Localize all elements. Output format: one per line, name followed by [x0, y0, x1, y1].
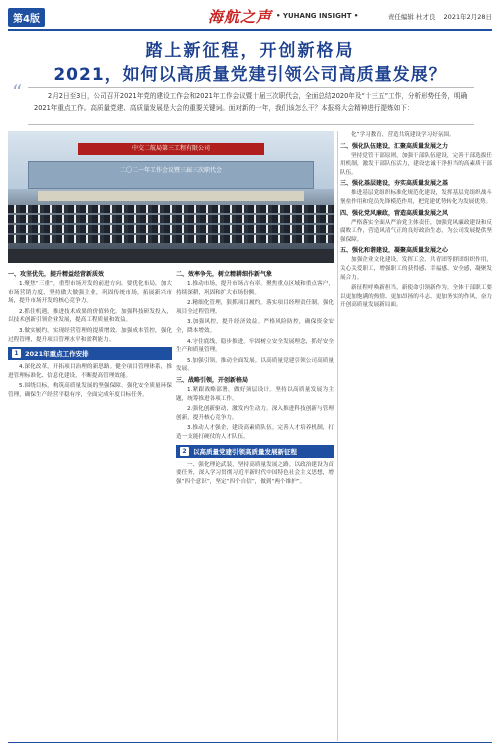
photo-audience-row [8, 215, 334, 223]
section-title: 二、效率争先，树立精耕细作新气象 [176, 271, 273, 278]
masthead [8, 6, 492, 28]
section-banner-label: 以高质量党建引领高质量发展新征程 [193, 447, 297, 456]
photo-podium [38, 191, 304, 201]
newspaper-logo: 海航之声 [208, 8, 273, 26]
page-number: 第4版 [8, 8, 45, 27]
section-banner [8, 347, 172, 360]
section-banner-label: 2021年重点工作安排 [25, 350, 89, 359]
quote-mark-icon: “ [12, 80, 23, 104]
paragraph: 一、强化理论武装，坚持高质量发展之路。以政治建设为首要任务，深入学习贯彻习近平新时代中国特色社会主义思想，增强“四个意识”，坚定“四个自信”，做到“两个维护”。 [176, 461, 334, 485]
intro-paragraph: 2月2日至3日，公司召开2021年党的建设工作会和2021年工作会议暨十届三次职代会，全面总结2020年及“十三五”工作，分析形势任务，明确2021年重点工作。高质量党建、高质量发展是大会的重要关键词。面对新的一年，我们该怎么干？本报将大会精神进行提炼如下： [28, 87, 474, 125]
edition-tag [8, 8, 48, 27]
paragraph: 2.抓住机遇，推进技术成果的价值转化。加强科技研发投入，以技术创新引领企业发展，提高工程质量和效益。 [8, 308, 172, 324]
paragraph: 推进基层党组织标准化规范化建设，发挥基层党组织战斗堡垒作用和党员先锋模范作用，把党建优势转化为发展优势。 [340, 190, 492, 205]
paragraph: 3.加强风控，提升经济效益。严格风险防控，确保资金安全，降本增效。 [176, 319, 334, 334]
paragraph: 坚持党管干部原则，加强干部队伍建设，完善干部选拔任用机制，激发干部队伍活力，建设忠诚干净担当的高素质干部队伍。 [340, 152, 492, 176]
paragraph: 严格落实全面从严治党主体责任，加强党风廉政建设和反腐败工作，营造风清气正的良好政治生态，为公司发展提供坚强保障。 [340, 219, 492, 243]
paragraph: 5.加强引领，推动全面发展。以高质量党建引领公司高质量发展。 [176, 357, 334, 373]
photo-audience-row [8, 225, 334, 233]
paragraph: 3.做实履约，实现经营管理的提质增效。加强成本管控，强化过程管理，提升项目管理水平和盈利能力。 [8, 327, 172, 343]
section-title: 三、战略引领，开创新格局 [176, 376, 249, 384]
section-title: 五、强化和谐建设，凝聚高质量发展之心 [340, 247, 449, 255]
paragraph: 2.强化创新驱动，激发内生动力。深入推进科技创新与管理创新，提升核心竞争力。 [176, 406, 334, 421]
masthead-rule [8, 29, 492, 31]
paragraph: 5.围绕目标，构筑高质量发展的坚强保障。强化安全质量环保管理，确保生产经营平稳有序，全面完成年度目标任务。 [8, 383, 172, 398]
middle-column [176, 268, 334, 488]
paragraph: 1.聚焦“三重”，重塑市场开发的前进方向。要优化布局，加大市场营销力度，坚持做大做强主业，巩固传统市场，拓展新兴市场，提升市场开发的核心竞争力。 [8, 281, 172, 305]
paragraph: 加强企业文化建设，发挥工会、共青团等群团组织作用，关心关爱职工，增强职工的获得感、幸福感、安全感，凝聚发展合力。 [340, 257, 492, 281]
photo-audience-row [8, 205, 334, 213]
paragraph: 1.推动市场，提升市场占有率。聚焦重点区域和重点客户，持续深耕，巩固和扩大市场份额。 [176, 281, 334, 296]
photo-banner: 中交二航局第三工程有限公司 [78, 143, 264, 155]
paragraph: 2.精细化管理，狠抓项目履约。落实项目经理责任制，强化项目全过程管理。 [176, 300, 334, 315]
paragraph: 3.推动人才强企，建设高素质队伍。完善人才培养机制，打造一支能打硬仗的人才队伍。 [176, 425, 334, 440]
paragraph: 新征程呼唤新担当，新使命引领新作为。全体干部职工要以更加饱满的热情、更加昂扬的斗志、更加务实的作风，奋力开创高质量发展新局面。 [340, 285, 492, 309]
editor-label: 责任编辑 杜才良 [387, 13, 436, 21]
section-banner [176, 445, 334, 458]
section-title: 一、攻坚优先，提升精益经营新质效 [8, 271, 105, 278]
photo-stage-title: 二〇二一年工作会议暨三届三次职代会 [119, 167, 222, 174]
headline-line-1: 踏上新征程，开创新格局 [145, 41, 355, 61]
issue-date: 2021年2月28日 [443, 13, 492, 21]
meeting-photo [8, 131, 334, 263]
paragraph: 化”学习教育，营造共筑建设学习好氛围。 [351, 132, 455, 138]
newspaper-english-name: • YUHANG INSIGHT • [276, 12, 359, 20]
section-title: 四、强化党风廉政，营造高质量发展之风 [340, 209, 449, 217]
section-banner-number: 1 [12, 349, 21, 358]
left-column [8, 268, 172, 402]
paragraph: 4.深化改革，开拓项目治理的新思路。健全项目管理体系，推进管理标准化、信息化建设，不断提高管理效能。 [8, 364, 172, 379]
section-title: 三、强化基层建设，夯实高质量发展之基 [340, 180, 449, 188]
section-banner-number: 2 [180, 447, 189, 456]
paragraph: 1.紧跟战略部署，做好顶层设计。坚持以高质量发展为主题，统筹推进各项工作。 [176, 386, 334, 402]
column-divider [337, 131, 338, 741]
right-column [340, 131, 492, 312]
issue-meta [382, 12, 492, 21]
paragraph: 4.守住底线，稳步推进。牢固树立安全发展理念，抓好安全生产和质量管理。 [176, 338, 334, 354]
footer-rule [8, 742, 492, 743]
section-title: 二、强化队伍建设，汇聚高质量发展之力 [340, 142, 449, 150]
headline-line-2: 2021，如何以高质量党建引领公司高质量发展？ [53, 65, 447, 85]
photo-audience-row [8, 235, 334, 243]
photo-floor [8, 249, 334, 263]
